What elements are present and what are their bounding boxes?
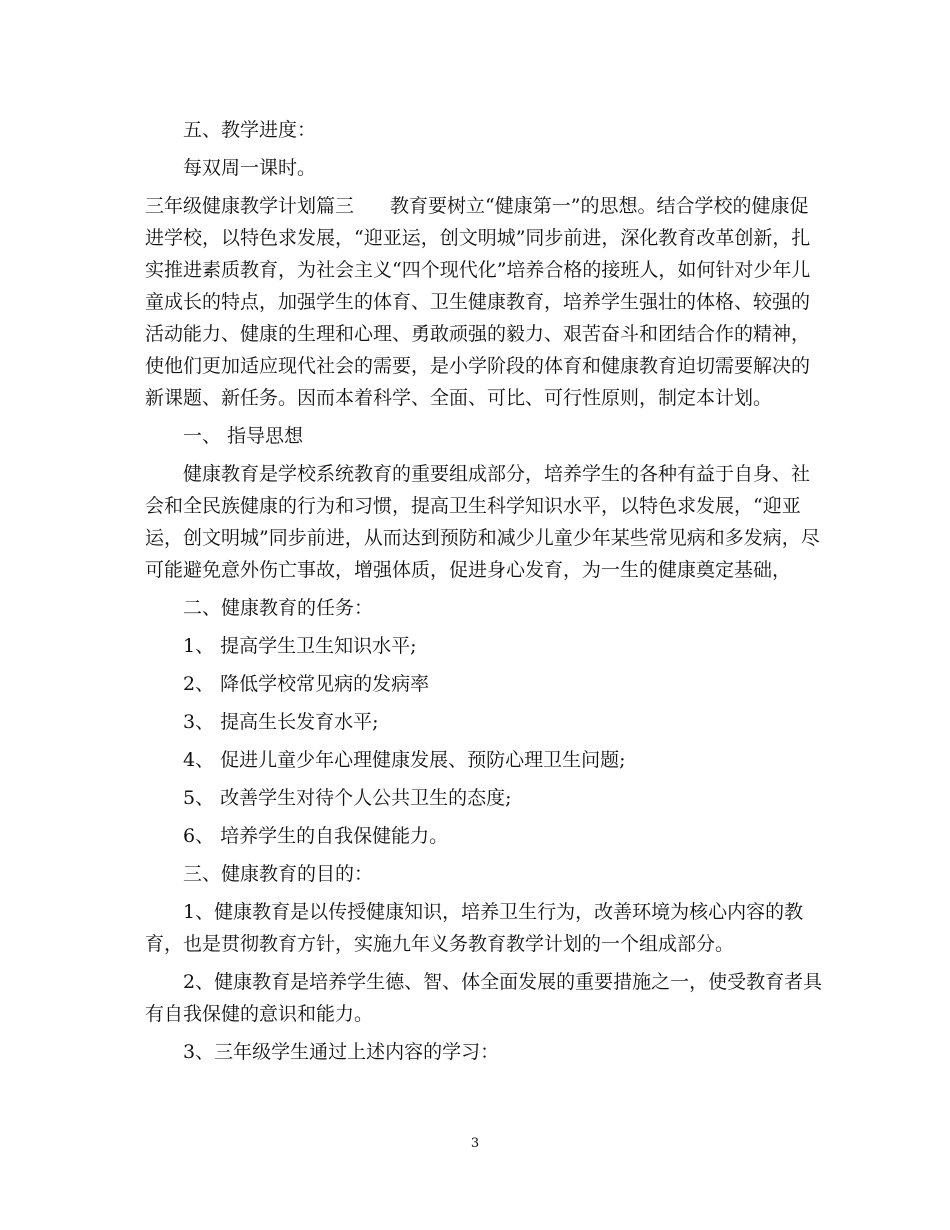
paragraph-line: 每双周一课时。	[183, 157, 317, 179]
section-heading-guiding-thought: 一、 指导思想	[183, 425, 304, 447]
list-item: 4、 促进儿童少年心理健康发展、预防心理卫生问题;	[183, 749, 626, 771]
paragraph-line: 童成长的特点，加强学生的体育、卫生健康教育，培养学生强壮的体格、较强的	[145, 291, 811, 313]
section-heading-teaching-progress: 五、教学进度：	[183, 119, 317, 141]
section-heading-tasks: 二、健康教育的任务：	[183, 597, 374, 619]
paragraph-line: 育，也是贯彻教育方针，实施九年义务教育教学计划的一个组成部分。	[145, 933, 735, 955]
list-item: 2、 降低学校常见病的发病率	[183, 673, 430, 695]
paragraph-line: 2、健康教育是培养学生德、智、体全面发展的重要措施之一，使受教育者具	[183, 971, 823, 993]
paragraph-line: 3、三年级学生通过上述内容的学习：	[183, 1041, 500, 1063]
paragraph-line: 有自我保健的意识和能力。	[145, 1003, 374, 1025]
paragraph-line: 实推进素质教育，为社会主义“四个现代化”培养合格的接班人，如何针对少年儿	[145, 259, 811, 281]
paragraph-line: 运，创文明城”同步前进，从而达到预防和减少儿童少年某些常见病和多发病，尽	[145, 527, 820, 549]
section-heading-purpose: 三、健康教育的目的：	[183, 863, 374, 885]
paragraph-line: 活动能力、健康的生理和心理、勇敢顽强的毅力、艰苦奋斗和团结合作的精神，	[145, 323, 811, 345]
paragraph-line: 会和全民族健康的行为和习惯，提高卫生科学知识水平，以特色求发展，“迎亚	[145, 495, 801, 517]
paragraph-line	[145, 190, 810, 222]
list-item: 5、 改善学生对待个人公共卫生的态度;	[183, 787, 512, 809]
paragraph-text: 教育要树立“健康第一”的思想。结合学校的健康促	[390, 195, 809, 217]
plan-title: 三年级健康教学计划篇三	[145, 195, 355, 217]
paragraph-line: 1、健康教育是以传授健康知识，培养卫生行为，改善环境为核心内容的教	[183, 901, 804, 923]
page-number: 3	[470, 1136, 480, 1151]
paragraph-line: 进学校，以特色求发展，“迎亚运，创文明城”同步前进，深化教育改革创新，扎	[145, 227, 811, 249]
paragraph-line: 新课题、新任务。因而本着科学、全面、可比、可行性原则，制定本计划。	[145, 387, 773, 409]
document-page	[145, 114, 823, 1068]
paragraph-line: 健康教育是学校系统教育的重要组成部分，培养学生的各种有益于自身、社	[183, 463, 811, 485]
paragraph-line: 可能避免意外伤亡事故，增强体质，促进身心发育，为一生的健康奠定基础，	[145, 559, 792, 581]
paragraph-line: 使他们更加适应现代社会的需要，是小学阶段的体育和健康教育迫切需要解决的	[145, 355, 811, 377]
list-item: 3、 提高生长发育水平;	[183, 711, 379, 733]
list-item: 6、 培养学生的自我保健能力。	[183, 825, 449, 847]
list-item: 1、 提高学生卫生知识水平;	[183, 635, 417, 657]
